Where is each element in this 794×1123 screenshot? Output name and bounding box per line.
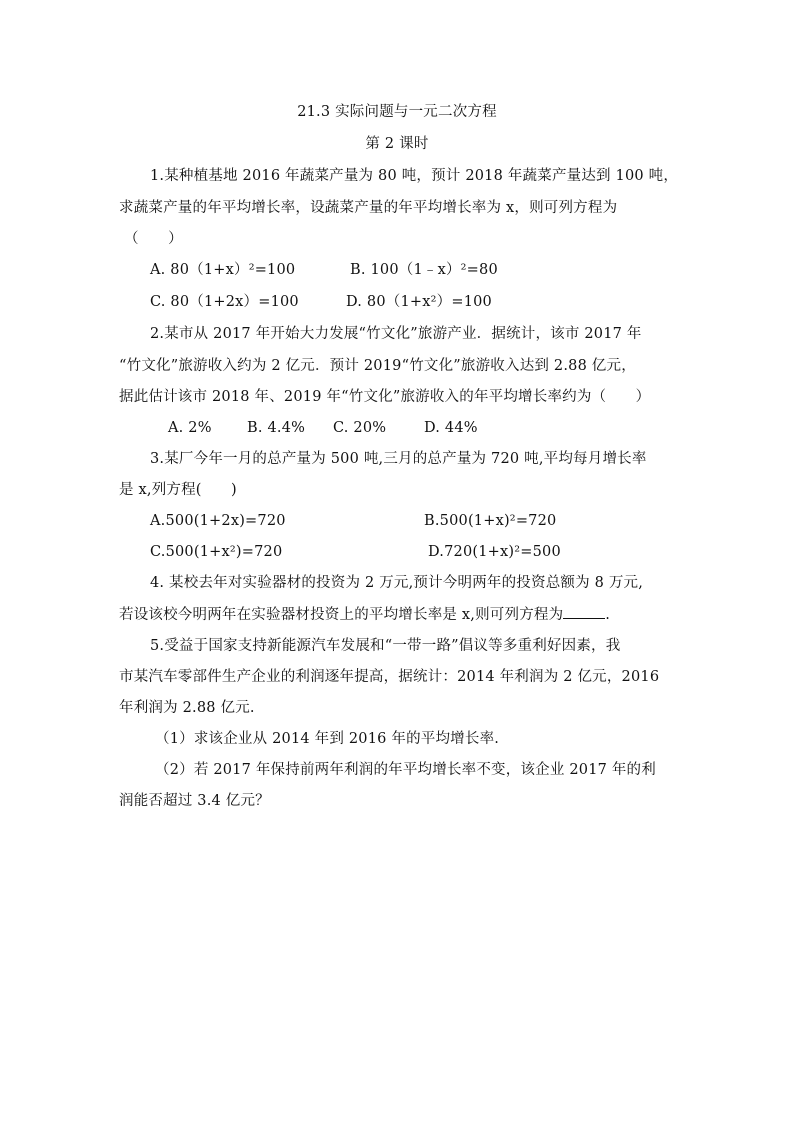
q2-option-b: B. 4.4% bbox=[247, 420, 306, 436]
q1-option-a: A. 80（1+x）²=100 bbox=[150, 262, 296, 278]
q1-option-c: C. 80（1+2x）=100 bbox=[150, 294, 299, 310]
q3-stem-line2: 是 x,列方程( ) bbox=[119, 482, 237, 498]
q1-stem-line1: 1.某种植基地 2016 年蔬菜产量为 80 吨，预计 2018 年蔬菜产量达到 100 吨， bbox=[150, 168, 679, 184]
q3-option-a: A.500(1+2x)=720 bbox=[150, 513, 286, 529]
q2-option-c: C. 20% bbox=[333, 420, 387, 436]
q1-answer-paren: （ ） bbox=[124, 231, 183, 247]
q5-stem-line2: 市某汽车零部件生产企业的利润逐年提高，据统计：2014 年利润为 2 亿元，2016 bbox=[119, 669, 660, 685]
q4-stem-line2-wrap bbox=[119, 604, 610, 625]
q1-stem-line2: 求蔬菜产量的年平均增长率，设蔬菜产量的年平均增长率为 x，则可列方程为 bbox=[119, 200, 618, 216]
q3-option-d: D.720(1+x)²=500 bbox=[428, 544, 561, 560]
lesson-subtitle: 第 2 课时 bbox=[365, 136, 429, 152]
q2-option-a: A. 2% bbox=[168, 420, 212, 436]
q3-stem-line1: 3.某厂今年一月的总产量为 500 吨,三月的总产量为 720 吨,平均每月增长率 bbox=[150, 451, 647, 467]
q4-stem-line2: 若设该校今明两年在实验器材投资上的平均增长率是 x,则可列方程为 bbox=[119, 607, 564, 623]
page-title: 21.3 实际问题与一元二次方程 bbox=[297, 104, 497, 120]
q3-option-c: C.500(1+x²)=720 bbox=[150, 544, 283, 560]
q4-stem-end: . bbox=[605, 607, 611, 623]
q2-stem-line3: 据此估计该市 2018 年、2019 年“竹文化”旅游收入的年平均增长率约为（ ） bbox=[119, 389, 651, 405]
q5-stem-line1: 5.受益于国家支持新能源汽车发展和“一带一路”倡议等多重利好因素，我 bbox=[150, 638, 621, 654]
q1-option-d: D. 80（1+x²）=100 bbox=[346, 294, 492, 310]
q4-answer-blank[interactable] bbox=[563, 604, 605, 619]
q5-part1: （1）求该企业从 2014 年到 2016 年的平均增长率. bbox=[155, 731, 500, 747]
q2-option-d: D. 44% bbox=[424, 420, 478, 436]
q1-option-b: B. 100（1﹣x）²=80 bbox=[350, 262, 498, 278]
q3-option-b: B.500(1+x)²=720 bbox=[424, 513, 557, 529]
q5-part2-line2: 润能否超过 3.4 亿元？ bbox=[119, 793, 270, 809]
q2-stem-line2: “竹文化”旅游收入约为 2 亿元．预计 2019“竹文化”旅游收入达到 2.88 亿元， bbox=[119, 358, 636, 374]
q2-stem-line1: 2.某市从 2017 年开始大力发展“竹文化”旅游产业．据统计，该市 2017 年 bbox=[150, 326, 642, 342]
q5-stem-line3: 年利润为 2.88 亿元. bbox=[119, 700, 255, 716]
q5-part2-line1: （2）若 2017 年保持前两年利润的年平均增长率不变，该企业 2017 年的利 bbox=[155, 762, 656, 778]
q4-stem-line1: 4. 某校去年对实验器材的投资为 2 万元,预计今明两年的投资总额为 8 万元, bbox=[150, 575, 644, 591]
